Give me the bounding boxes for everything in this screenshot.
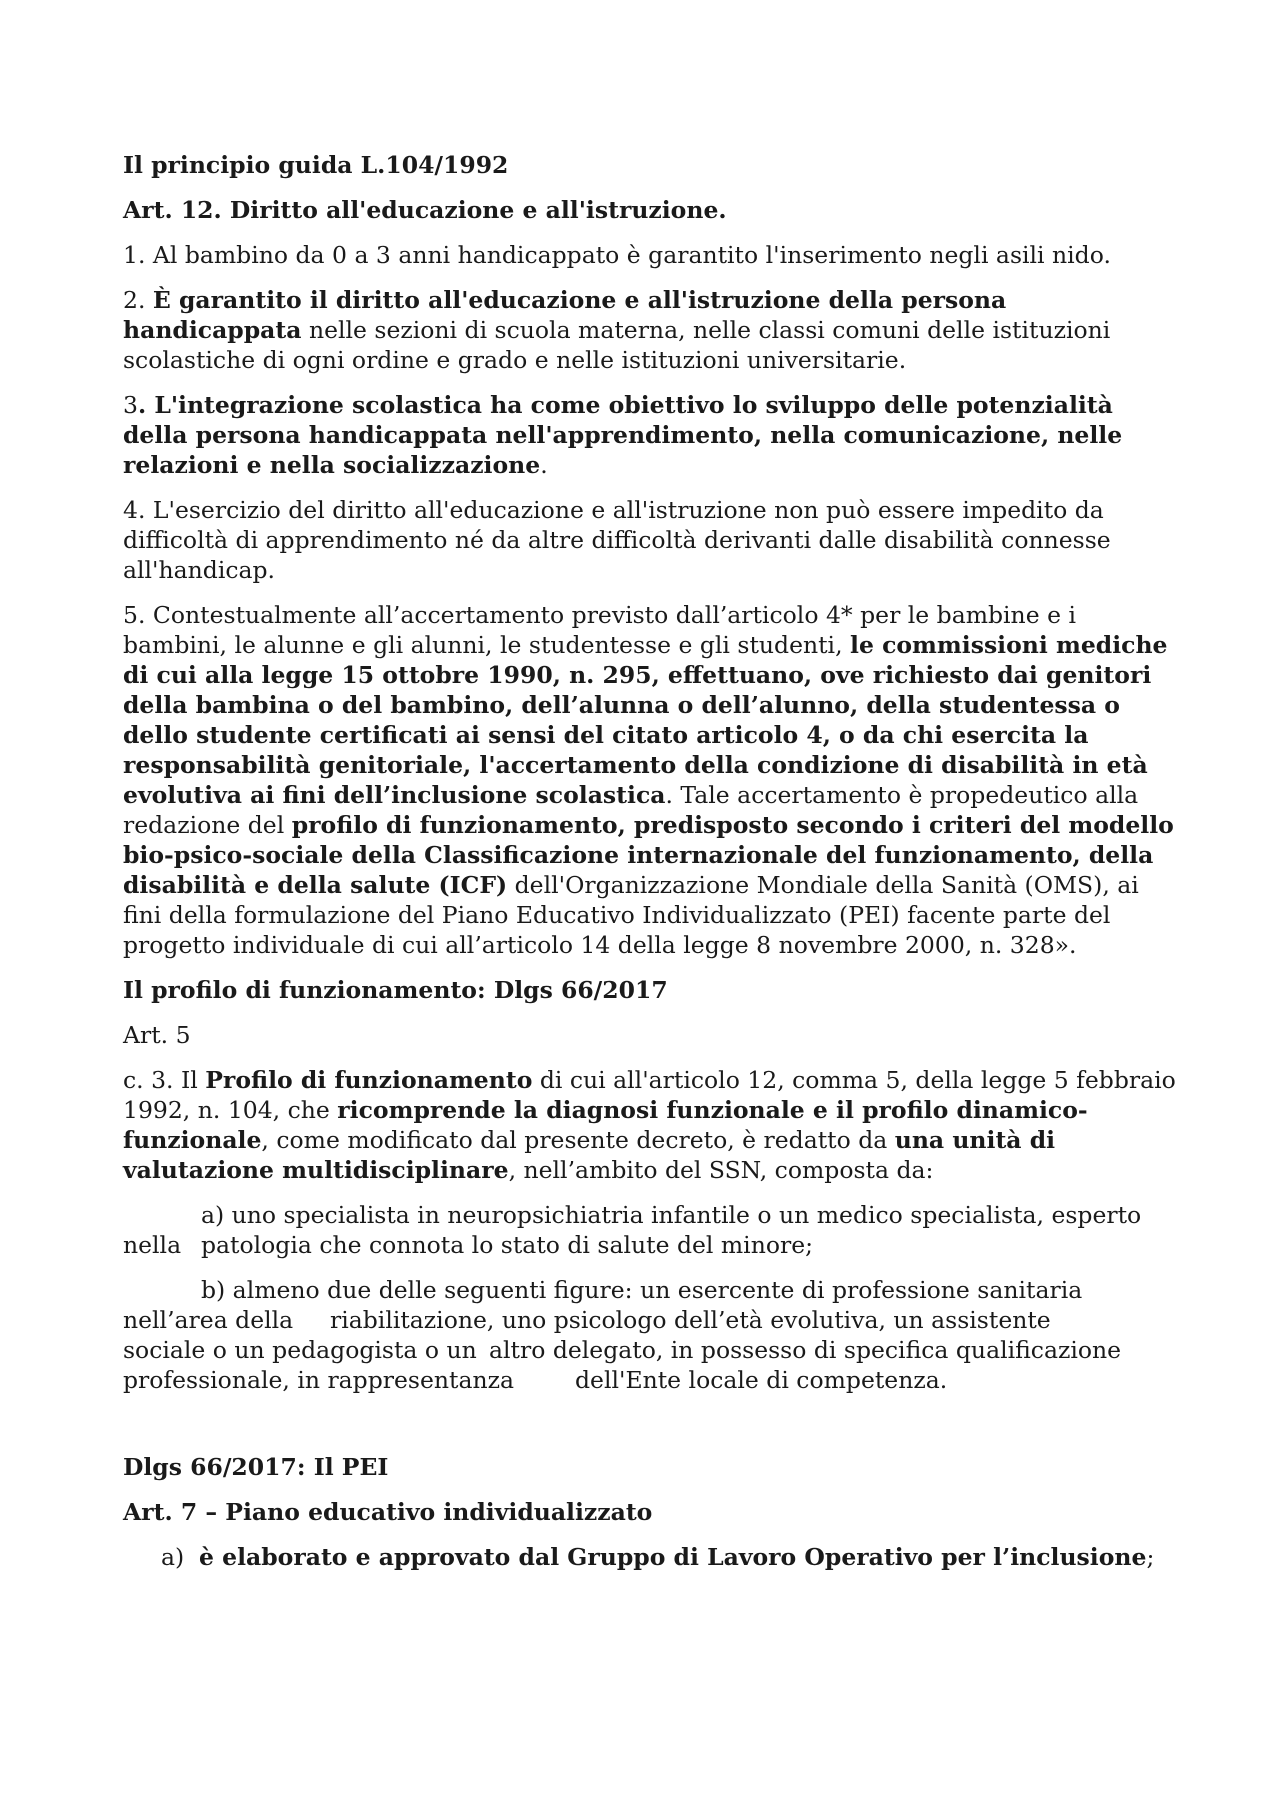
- paragraph-4: 4. L'esercizio del diritto all'educazione e all'istruzione non può essere impedito da difficoltà di apprendimento né da altre difficoltà derivanti dalle disabilità connesse all'handicap.: [123, 496, 1111, 584]
- spacer: [123, 1410, 1183, 1452]
- list-item: a) è elaborato e approvato dal Gruppo di Lavoro Operativo per l’inclusione;: [161, 1543, 1155, 1571]
- section-title-l104: Il principio guida L.104/1992: [123, 151, 509, 179]
- paragraph-3: 3. L'integrazione scolastica ha come obiettivo lo sviluppo delle potenzialità della persona handicappata nell'apprendimento, nella comunicazione, nelle relazioni e nella socializzazione.: [123, 391, 1123, 479]
- paragraph-1: 1. Al bambino da 0 a 3 anni handicappato è garantito l'inserimento negli asili nido.: [123, 241, 1111, 269]
- article-7-title: Art. 7 – Piano educativo individualizzato: [123, 1498, 653, 1526]
- article-5-title: Art. 5: [123, 1021, 191, 1049]
- composition-item-b: b) almeno due delle seguenti figure: un esercente di professione sanitaria nell’area della riabilitazione, uno psicologo dell’età evolutiva, un assistente sociale o un pedagogista o un altro delegato, in possesso di specifica qualificazione professionale, in rappresentanza dell'Ente locale di competenza.: [123, 1276, 1122, 1394]
- list-marker: a): [161, 1543, 185, 1571]
- paragraph-5: 5. Contestualmente all’accertamento previsto dall’articolo 4* per le bambine e i bambini, le alunne e gli alunni, le studentesse e gli studenti, le commissioni mediche di cui alla legge 15 ottobre 1990, n. 295, effettuano, ove richiesto dai genitori della bambina o del bambino, dell’alunna o dell’alunno, della studentessa o dello studente certificati ai sensi del citato articolo 4, o da chi esercita la responsabilità genitoriale, l'accertamento della condizione di disabilità in età evolutiva ai fini dell’inclusione scolastica. Tale accertamento è propedeutico alla redazione del profilo di funzionamento, predisposto secondo i criteri del modello bio-psico-sociale della Classificazione internazionale del funzionamento, della disabilità e della salute (ICF) dell'Organizzazione Mondiale della Sanità (OMS), ai fini della formulazione del Piano Educativo Individualizzato (PEI) facente parte del progetto individuale di cui all’articolo 14 della legge 8 novembre 2000, n. 328».: [123, 601, 1174, 959]
- article-12-title: Art. 12. Diritto all'educazione e all'istruzione.: [123, 196, 727, 224]
- section-title-profilo: Il profilo di funzionamento: Dlgs 66/2017: [123, 976, 668, 1004]
- comma-3-paragraph: c. 3. Il Profilo di funzionamento di cui all'articolo 12, comma 5, della legge 5 febbraio 1992, n. 104, che ricomprende la diagnosi funzionale e il profilo dinamico-funzionale, come modificato dal presente decreto, è redatto da una unità di valutazione multidisciplinare, nell’ambito del SSN, composta da:: [123, 1066, 1176, 1184]
- section-title-pei: Dlgs 66/2017: Il PEI: [123, 1453, 389, 1481]
- paragraph-2: 2. È garantito il diritto all'educazione e all'istruzione della persona handicappata nelle sezioni di scuola materna, nelle classi comuni delle istituzioni scolastiche di ogni ordine e grado e nelle istituzioni universitarie.: [123, 286, 1111, 374]
- composition-item-a: a) uno specialista in neuropsichiatria infantile o un medico specialista, esperto nella patologia che connota lo stato di salute del minore;: [123, 1201, 1142, 1259]
- document-body: [123, 150, 1183, 1572]
